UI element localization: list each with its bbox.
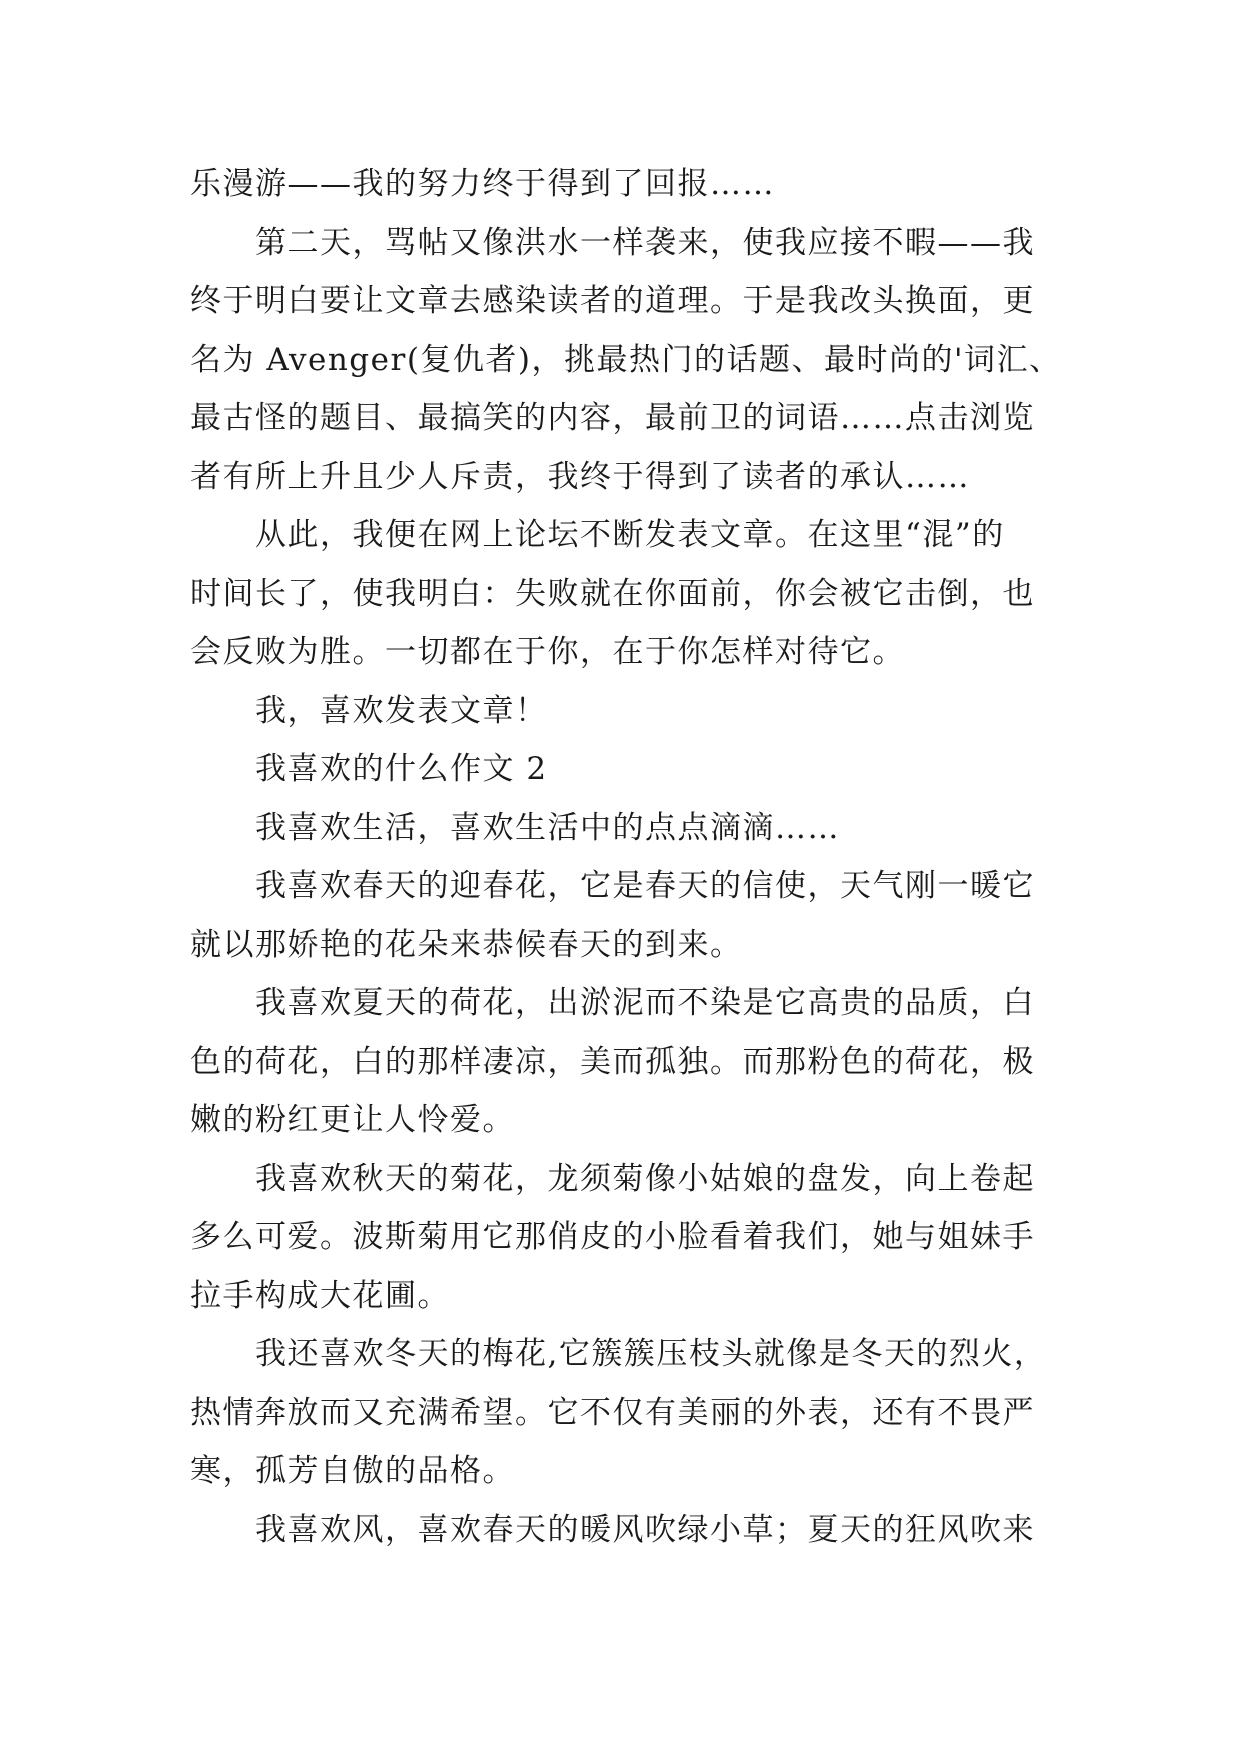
essay-heading: 我喜欢的什么作文 2 (190, 751, 548, 787)
text-line: 我喜欢夏天的荷花，出淤泥而不染是它高贵的品质，白 (190, 985, 1035, 1021)
text-line: 最古怪的题目、最搞笑的内容，最前卫的词语……点击浏览 (190, 400, 1035, 436)
text-line: 从此，我便在网上论坛不断发表文章。在这里“混”的 (190, 517, 1005, 553)
text-line: 色的荷花，白的那样凄凉，美而孤独。而那粉色的荷花，极 (190, 1043, 1035, 1080)
text-line: 时间长了，使我明白：失败就在你面前，你会被它击倒，也 (190, 575, 1035, 612)
text-line: 就以那娇艳的花朵来恭候春天的到来。 (190, 926, 743, 963)
text-line: 我喜欢秋天的菊花，龙须菊像小姑娘的盘发，向上卷起 (190, 1160, 1035, 1197)
text-line: 乐漫游——我的努力终于得到了回报…… (190, 166, 775, 202)
text-line: 终于明白要让文章去感染读者的道理。于是我改头换面，更 (190, 283, 1035, 319)
text-line: 拉手构成大花圃。 (190, 1277, 450, 1314)
essay-text (190, 155, 1070, 1559)
text-line: 我喜欢生活，喜欢生活中的点点滴滴…… (190, 809, 840, 846)
text-line: 我喜欢风，喜欢春天的暖风吹绿小草；夏天的狂风吹来 (190, 1511, 1035, 1548)
text-line: 我，喜欢发表文章！ (190, 692, 548, 729)
text-line: 我喜欢春天的迎春花，它是春天的信使，天气刚一暖它 (190, 868, 1035, 904)
text-line: 寒，孤芳自傲的品格。 (190, 1453, 515, 1489)
text-line: 者有所上升且少人斥责，我终于得到了读者的承认…… (190, 458, 970, 495)
text-line: 我还喜欢冬天的梅花,它簇簇压枝头就像是冬天的烈火， (190, 1336, 1047, 1372)
text-line: 名为 Avenger(复仇者)，挑最热门的话题、最时尚的'词汇、 (190, 341, 1062, 378)
text-line: 嫩的粉红更让人怜爱。 (190, 1102, 515, 1138)
text-line: 热情奔放而又充满希望。它不仅有美丽的外表，还有不畏严 (190, 1394, 1035, 1431)
text-line: 多么可爱。波斯菊用它那俏皮的小脸看着我们，她与姐妹手 (190, 1219, 1035, 1255)
text-line: 第二天，骂帖又像洪水一样袭来，使我应接不暇——我 (190, 224, 1035, 261)
text-line: 会反败为胜。一切都在于你，在于你怎样对待它。 (190, 634, 905, 670)
